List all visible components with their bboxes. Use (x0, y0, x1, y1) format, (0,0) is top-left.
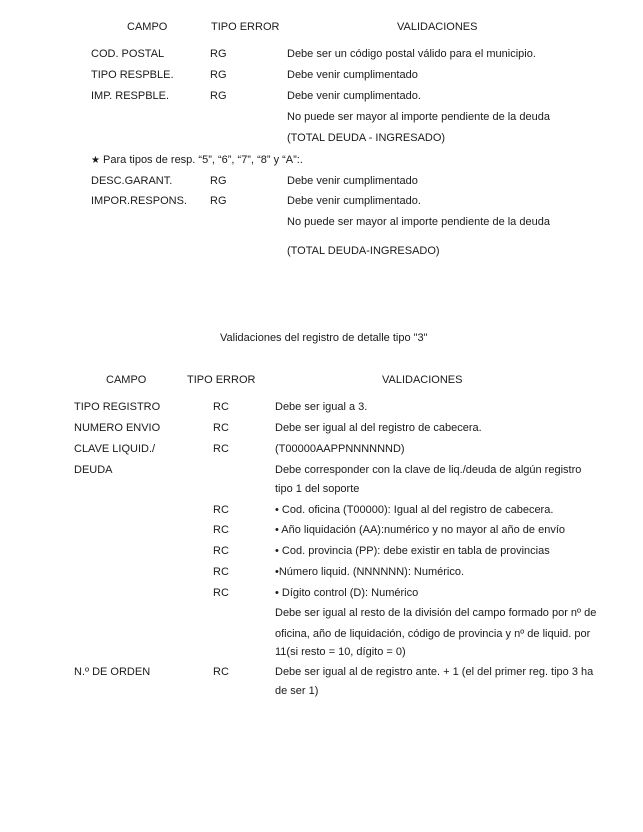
section-title: Validaciones del registro de detalle tipo "3" (220, 332, 428, 344)
bullet-item: • Dígito control (D): Numérico (275, 587, 419, 599)
row-tipo: RG (210, 195, 227, 207)
row-campo: DESC.GARANT. (91, 175, 173, 187)
row-tipo: RC (213, 401, 229, 413)
paragraph-line: 11(si resto = 10, dígito = 0) (275, 646, 406, 658)
row-validacion: (TOTAL DEUDA-INGRESADO) (287, 245, 440, 257)
col-header-validaciones: VALIDACIONES (382, 374, 463, 386)
bullet-item: •Número liquid. (NNNNNN): Numérico. (275, 566, 465, 578)
row-validacion: de ser 1) (275, 685, 319, 697)
bullet-item: • Año liquidación (AA):numérico y no mayor al año de envío (275, 524, 566, 536)
row-validacion: (TOTAL DEUDA - INGRESADO) (287, 132, 446, 144)
col-header-campo: CAMPO (106, 374, 147, 386)
row-tipo: RC (213, 666, 229, 678)
row-tipo: RC (213, 587, 229, 599)
note-text: Para tipos de resp. “5”, “6”, “7”, “8” y “A”:. (103, 154, 303, 166)
row-validacion: Debe venir cumplimentado. (287, 90, 421, 102)
note-line (91, 153, 303, 168)
row-validacion: tipo 1 del soporte (275, 483, 360, 495)
col-header-tipo-error: TIPO ERROR (211, 21, 280, 33)
row-campo: IMPOR.RESPONS. (91, 195, 187, 207)
star-icon: ★ (91, 155, 100, 166)
row-campo: N.º DE ORDEN (74, 666, 151, 678)
row-campo: TIPO REGISTRO (74, 401, 161, 413)
row-validacion: Debe venir cumplimentado (287, 175, 418, 187)
row-campo: TIPO RESPBLE. (91, 69, 174, 81)
row-validacion: No puede ser mayor al importe pendiente de la deuda (287, 111, 550, 123)
row-tipo: RG (210, 90, 227, 102)
row-validacion: (T00000AAPPNNNNNND) (275, 443, 405, 455)
row-validacion: Debe ser igual al de registro ante. + 1 (el del primer reg. tipo 3 ha (275, 666, 594, 678)
row-validacion: No puede ser mayor al importe pendiente de la deuda (287, 216, 550, 228)
row-campo: CLAVE LIQUID./ (74, 443, 156, 455)
row-campo: COD. POSTAL (91, 48, 165, 60)
row-validacion: Debe corresponder con la clave de liq./deuda de algún registro (275, 464, 582, 476)
row-campo: IMP. RESPBLE. (91, 90, 170, 102)
bullet-item: • Cod. provincia (PP): debe existir en tabla de provincias (275, 545, 550, 557)
row-validacion: Debe ser igual al del registro de cabecera. (275, 422, 482, 434)
row-campo: DEUDA (74, 464, 113, 476)
col-header-campo: CAMPO (127, 21, 168, 33)
col-header-validaciones: VALIDACIONES (397, 21, 478, 33)
bullet-item: • Cod. oficina (T00000): Igual al del registro de cabecera. (275, 504, 554, 516)
row-validacion: Debe venir cumplimentado (287, 69, 418, 81)
col-header-tipo-error: TIPO ERROR (187, 374, 256, 386)
row-tipo: RC (213, 422, 229, 434)
row-campo: NUMERO ENVIO (74, 422, 161, 434)
row-tipo: RC (213, 524, 229, 536)
row-tipo: RC (213, 545, 229, 557)
row-tipo: RG (210, 69, 227, 81)
row-validacion: Debe ser igual a 3. (275, 401, 368, 413)
paragraph-line: oficina, año de liquidación, código de provincia y nº de liquid. por (275, 628, 591, 640)
row-tipo: RC (213, 504, 229, 516)
paragraph-line: Debe ser igual al resto de la división del campo formado por nº de (275, 607, 597, 619)
row-tipo: RG (210, 175, 227, 187)
row-tipo: RC (213, 566, 229, 578)
row-tipo: RG (210, 48, 227, 60)
row-validacion: Debe venir cumplimentado. (287, 195, 421, 207)
row-tipo: RC (213, 443, 229, 455)
row-validacion: Debe ser un código postal válido para el municipio. (287, 48, 536, 60)
